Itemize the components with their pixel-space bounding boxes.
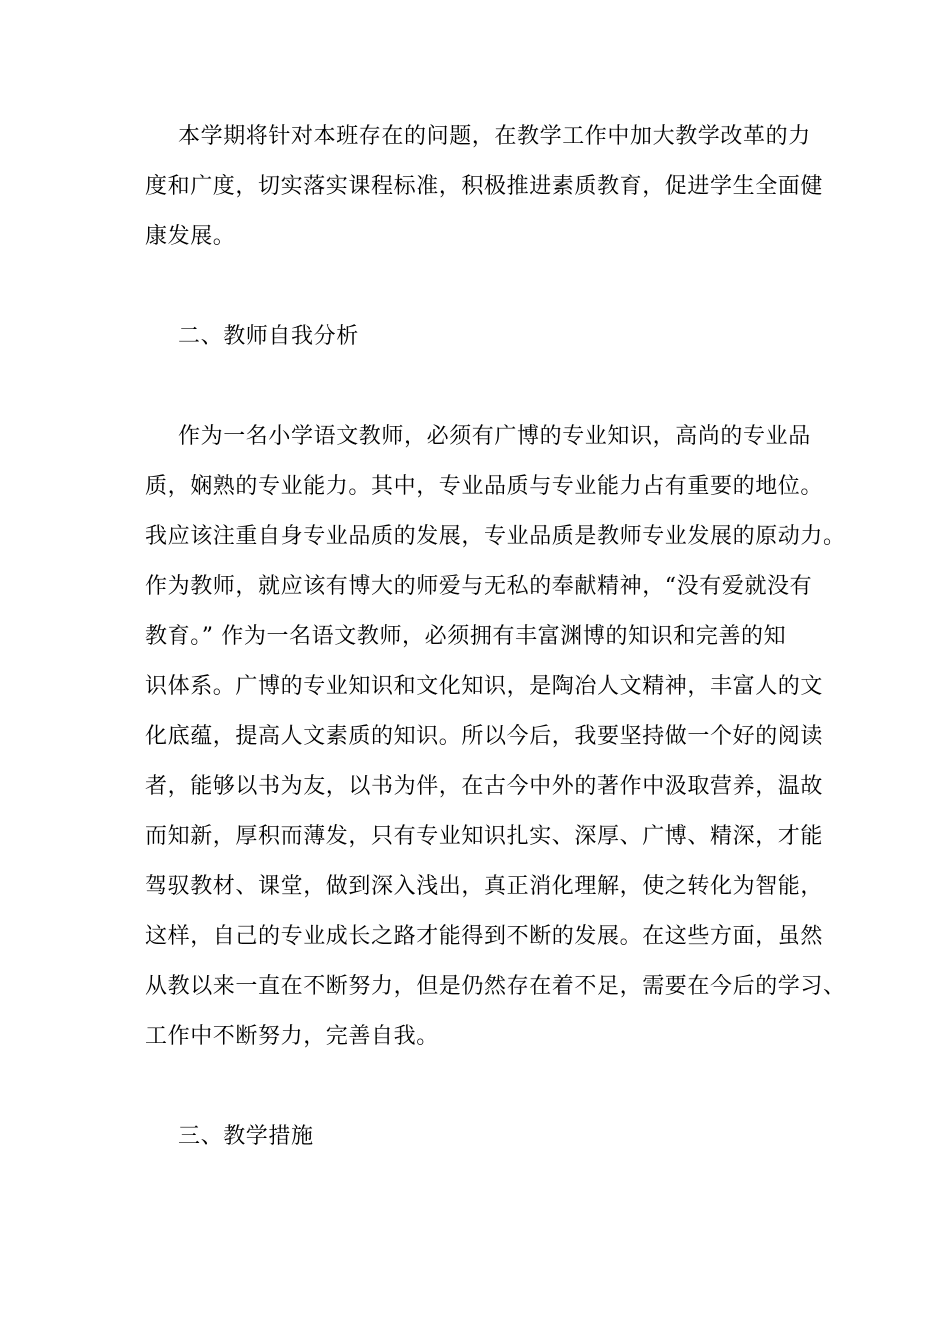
paragraph-line: 康发展。 xyxy=(145,224,236,249)
paragraph-line: 者，能够以书为友，以书为伴，在古今中外的著作中汲取营养，温故 xyxy=(145,774,824,799)
paragraph-line: 而知新，厚积而薄发，只有专业知识扎实、深厚、广博、精深，才能 xyxy=(145,824,824,849)
paragraph-line: 我应该注重自身专业品质的发展，专业品质是教师专业发展的原动力。 xyxy=(145,524,846,549)
paragraph-line: 质，娴熟的专业能力。其中，专业品质与专业能力占有重要的地位。 xyxy=(145,474,824,499)
paragraph-line: 教育。” 作为一名语文教师，必须拥有丰富渊博的知识和完善的知 xyxy=(145,624,787,649)
paragraph-line: 度和广度，切实落实课程标准，积极推进素质教育，促进学生全面健 xyxy=(145,174,824,199)
paragraph-line: 作为一名小学语文教师，必须有广博的专业知识，高尚的专业品 xyxy=(178,424,811,449)
paragraph-line: 驾驭教材、课堂，做到深入浅出，真正消化理解，使之转化为智能， xyxy=(145,874,824,899)
section-heading-teaching-measures: 三、教学措施 xyxy=(178,1124,314,1149)
paragraph-line: 化底蕴，提高人文素质的知识。所以今后，我要坚持做一个好的阅读 xyxy=(145,724,824,749)
paragraph-line: 这样，自己的专业成长之路才能得到不断的发展。在这些方面，虽然 xyxy=(145,924,824,949)
paragraph-line: 从教以来一直在不断努力，但是仍然存在着不足，需要在今后的学习、 xyxy=(145,974,846,999)
paragraph-line: 工作中不断努力，完善自我。 xyxy=(145,1024,439,1049)
paragraph-line: 识体系。广博的专业知识和文化知识，是陶冶人文精神，丰富人的文 xyxy=(145,674,824,699)
paragraph-line: 本学期将针对本班存在的问题，在教学工作中加大教学改革的力 xyxy=(178,124,811,149)
section-heading-teacher-self-analysis: 二、教师自我分析 xyxy=(178,324,359,349)
paragraph-line: 作为教师，就应该有博大的师爱与无私的奉献精神，“没有爱就没有 xyxy=(145,574,813,599)
